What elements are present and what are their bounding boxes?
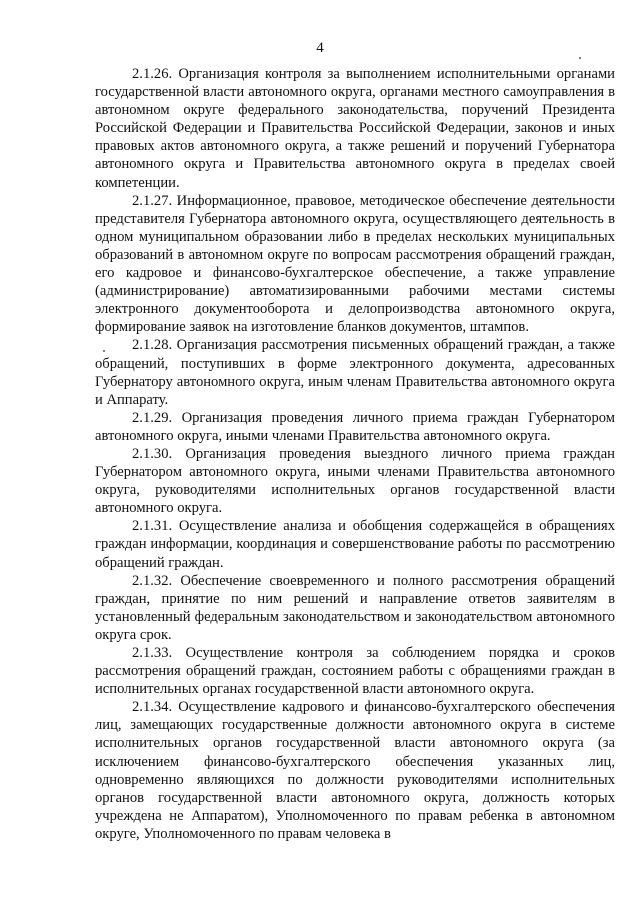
paragraph-2-1-30: 2.1.30. Организация проведения выездного личного приема граждан Губернатором автономного округа, иными членами Правительства автономного округа, руководителями исполнительных органов государственной власти автономного округа. [95,445,615,517]
paragraph-2-1-34: 2.1.34. Осуществление кадрового и финансово-бухгалтерского обеспечения лиц, замещающих государственные должности автономного округа в системе исполнительных органов государственной власти автономного округа (за исключением финансово-бухгалтерского обеспечения указанных лиц, одновременно являющихся по должности руководителями исполнительных органов государственной власти автономного округа, должность которых учреждена не Аппаратом), Уполномоченного по правам ребенка в автономном округе, Уполномоченного по правам человека в [95,699,615,842]
paragraph-2-1-29: 2.1.29. Организация проведения личного приема граждан Губернатором автономного округа, иными членами Правительства автономного округа. [95,409,615,444]
paragraph-2-1-33: 2.1.33. Осуществление контроля за соблюдением порядка и сроков рассмотрения обращений граждан, состоянием работы с обращениями граждан в исполнительных органах государственной власти автономного округа. [95,645,615,698]
paragraph-2-1-26: 2.1.26. Организация контроля за выполнением исполнительными органами государственной власти автономного округа, органами местного самоуправления в автономном округе федерального законодательства, поручений Президента Российской Федерации и Правительства Российской Федерации, законов и иных правовых актов автономного округа, а также решений и поручений Губернатора автономного округа и Правительства автономного округа в пределах своей компетенции. [95,66,615,191]
paragraph-2-1-32: 2.1.32. Обеспечение своевременного и полного рассмотрения обращений граждан, принятие по ним решений и направление ответов заявителям в установленный федеральным законодательством и законодательством автономного округа срок. [95,572,615,643]
paragraph-2-1-31: 2.1.31. Осуществление анализа и обобщения содержащейся в обращениях граждан информации, координация и совершенствование работы по рассмотрению обращений граждан. [95,518,615,571]
paragraph-2-1-28: 2.1.28. Организация рассмотрения письменных обращений граждан, а также обращений, поступивших в форме электронного документа, адресованных Губернатору автономного округа, иным членам Правительства автономного округа и Аппарату. [95,337,615,408]
document-body [95,65,615,843]
paragraph-2-1-27: 2.1.27. Информационное, правовое, методическое обеспечение деятельности представителя Губернатора автономного округа, осуществляющего деятельность в одном муниципальном образовании либо в пределах нескольких муниципальных образований в автономном округе по вопросам рассмотрения обращений граждан, его кадровое и финансово-бухгалтерское обеспечение, а также управление (администрирование) автоматизированными рабочими местами системы электронного документооборота и делопроизводства автономного округа, формирование заявок на изготовление бланков документов, штампов. [95,192,615,336]
page-number: 4 [316,40,324,56]
scan-speck-mark [579,57,581,59]
